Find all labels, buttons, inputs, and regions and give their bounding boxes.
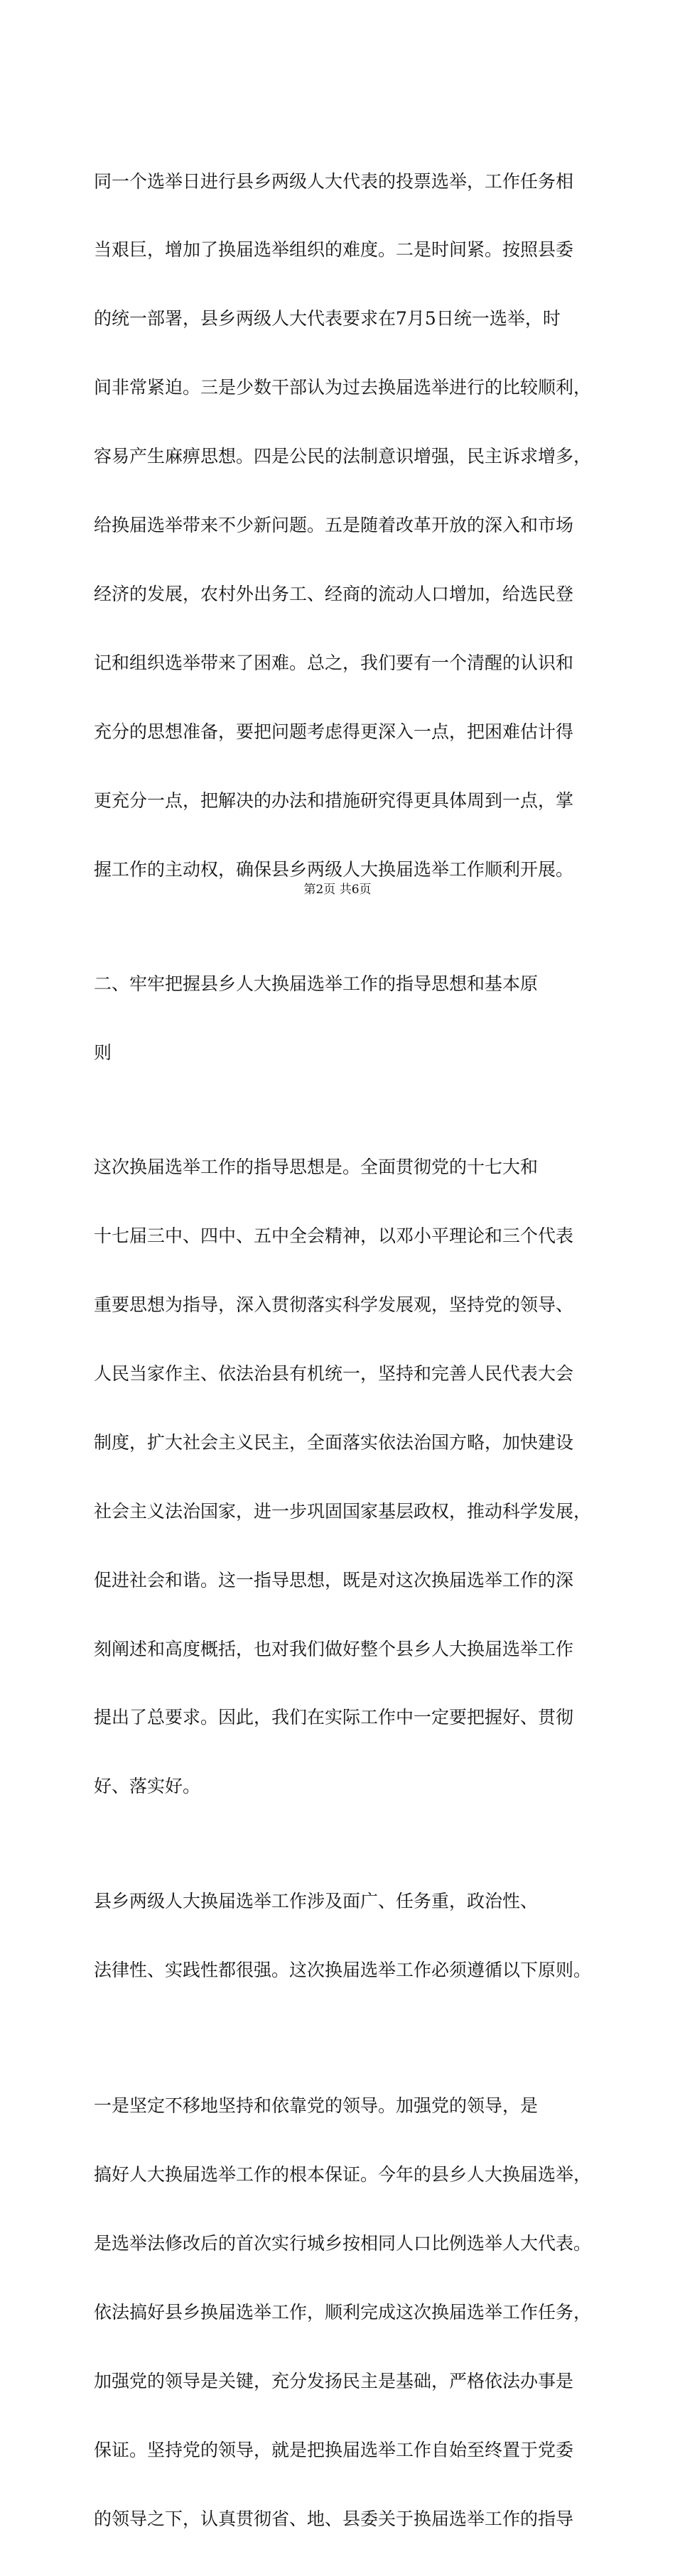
text-line: 二、牢牢把握县乡人大换届选举工作的指导思想和基本原 <box>94 973 539 994</box>
paragraph-party-leadership <box>94 2049 598 2576</box>
text-line: 同一个选举日进行县乡两级人大代表的投票选举，工作任务相 <box>94 170 574 192</box>
text-line: 握工作的主动权，确保县乡两级人大换届选举工作顺利开展。 <box>94 858 574 880</box>
text-line: 间非常紧迫。三是少数干部认为过去换届选举进行的比较顺利， <box>94 377 592 398</box>
text-line: 制度，扩大社会主义民主，全面落实依法治国方略，加快建设 <box>94 1431 574 1453</box>
text-line: 的领导之下，认真贯彻省、地、县委关于换届选举工作的指导 <box>94 2508 574 2529</box>
text-line: 搞好人大换届选举工作的根本保证。今年的县乡人大换届选举， <box>94 2164 592 2185</box>
text-line: 县乡两级人大换届选举工作涉及面广、任务重，政治性、 <box>94 1890 539 1911</box>
text-line: 十七届三中、四中、五中全会精神，以邓小平理论和三个代表 <box>94 1226 574 1247</box>
text-line: 记和组织选举带来了困难。总之，我们要有一个清醒的认识和 <box>94 652 574 673</box>
text-line: 充分的思想准备，要把问题考虑得更深入一点，把困难估计得 <box>94 721 574 742</box>
text-line: 则 <box>94 1042 112 1063</box>
text-line: 依法搞好县乡换届选举工作，顺利完成这次换届选举工作任务， <box>94 2301 592 2323</box>
text-line: 保证。坚持党的领导，就是把换届选举工作自始至终置于党委 <box>94 2439 574 2460</box>
paragraph-principles-intro <box>94 1844 598 2027</box>
text-line: 法律性、实践性都很强。这次换届选举工作必须遵循以下原则。 <box>94 1959 592 1980</box>
paragraph-guiding-ideology <box>94 1110 598 1845</box>
text-line: 给换届选举带来不少新问题。五是随着改革开放的深入和市场 <box>94 515 574 536</box>
text-line: 好、落实好。 <box>94 1776 201 1797</box>
text-line: 是选举法修改后的首次实行城乡按相同人口比例选举人大代表。 <box>94 2233 592 2254</box>
text-line: 重要思想为指导，深入贯彻落实科学发展观，坚持党的领导、 <box>94 1294 574 1316</box>
page-number-footer: 第2页 共6页 <box>303 883 372 897</box>
text-line: 刻阐述和高度概括，也对我们做好整个县乡人大换届选举工作 <box>94 1638 574 1659</box>
paragraph-spacer <box>94 2028 598 2049</box>
text-line: 的统一部署，县乡两级人大代表要求在7月5日统一选举，时 <box>94 308 561 329</box>
text-line: 容易产生麻痹思想。四是公民的法制意识增强，民主诉求增多， <box>94 446 592 467</box>
text-line: 人民当家作主、依法治县有机统一，坚持和完善人民代表大会 <box>94 1363 574 1385</box>
text-line: 社会主义法治国家，进一步巩固国家基层政权，推动科学发展， <box>94 1500 592 1522</box>
text-line: 促进社会和谐。这一指导思想，既是对这次换届选举工作的深 <box>94 1569 574 1590</box>
text-line: 加强党的领导是关键，充分发扬民主是基础，严格依法办事是 <box>94 2370 574 2391</box>
document-body <box>94 124 598 2576</box>
section-heading <box>94 927 598 1110</box>
text-line: 更充分一点，把解决的办法和措施研究得更具体周到一点，掌 <box>94 790 574 811</box>
text-line: 一是坚定不移地坚持和依靠党的领导。加强党的领导，是 <box>94 2095 539 2117</box>
text-line: 这次换届选举工作的指导思想是。全面贯彻党的十七大和 <box>94 1157 539 1178</box>
text-line: 当艰巨，增加了换届选举组织的难度。二是时间紧。按照县委 <box>94 239 574 261</box>
paragraph-difficulties <box>94 124 598 927</box>
text-line: 提出了总要求。因此，我们在实际工作中一定要把握好、贯彻 <box>94 1707 574 1728</box>
text-line: 经济的发展，农村外出务工、经商的流动人口增加，给选民登 <box>94 583 574 604</box>
